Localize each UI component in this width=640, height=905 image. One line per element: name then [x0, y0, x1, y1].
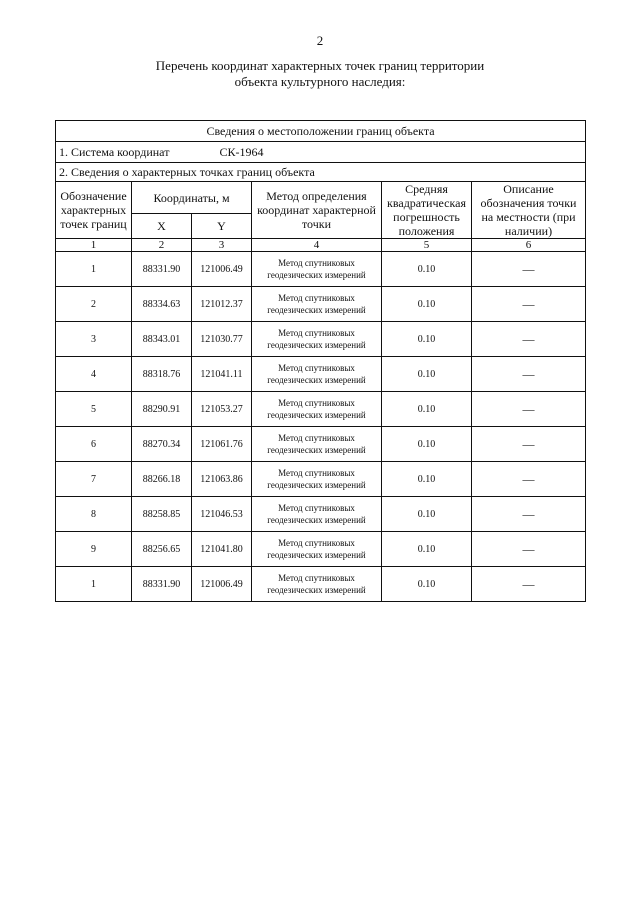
col-y-header: Y	[192, 214, 252, 239]
column-number: 1	[56, 239, 132, 252]
method-cell: Метод спутниковых геодезических измерений	[252, 497, 382, 532]
y-cell: 121053.27	[192, 392, 252, 427]
title-line-1: Перечень координат характерных точек границ территории	[155, 58, 485, 73]
point-cell: 4	[56, 357, 132, 392]
table-row	[56, 392, 586, 427]
error-cell: 0.10	[382, 392, 472, 427]
coord-system-value: СК-1964	[219, 144, 264, 159]
column-number: 3	[192, 239, 252, 252]
y-cell: 121041.11	[192, 357, 252, 392]
description-cell: —	[472, 497, 586, 532]
document-title	[0, 58, 640, 90]
y-cell: 121041.80	[192, 532, 252, 567]
point-cell: 5	[56, 392, 132, 427]
error-cell: 0.10	[382, 462, 472, 497]
method-cell: Метод спутниковых геодезических измерений	[252, 287, 382, 322]
y-cell: 121046.53	[192, 497, 252, 532]
col-x-header: X	[132, 214, 192, 239]
title-line-2: объекта культурного наследия:	[234, 74, 406, 89]
error-cell: 0.10	[382, 427, 472, 462]
description-cell: —	[472, 322, 586, 357]
table-row	[56, 497, 586, 532]
point-cell: 9	[56, 532, 132, 567]
point-cell: 1	[56, 567, 132, 602]
x-cell: 88270.34	[132, 427, 192, 462]
col-coordinates-header: Координаты, м	[132, 182, 252, 214]
y-cell: 121006.49	[192, 567, 252, 602]
col-designation-header: Обозначение характерных точек границ	[56, 182, 132, 239]
table-row	[56, 322, 586, 357]
column-number: 5	[382, 239, 472, 252]
method-cell: Метод спутниковых геодезических измерений	[252, 252, 382, 287]
table-row	[56, 567, 586, 602]
description-cell: —	[472, 287, 586, 322]
y-cell: 121061.76	[192, 427, 252, 462]
table-row	[56, 462, 586, 497]
description-cell: —	[472, 357, 586, 392]
method-cell: Метод спутниковых геодезических измерений	[252, 427, 382, 462]
x-cell: 88343.01	[132, 322, 192, 357]
table-row	[56, 252, 586, 287]
method-cell: Метод спутниковых геодезических измерений	[252, 392, 382, 427]
description-cell: —	[472, 532, 586, 567]
description-cell: —	[472, 567, 586, 602]
x-cell: 88258.85	[132, 497, 192, 532]
error-cell: 0.10	[382, 322, 472, 357]
coordinates-table	[55, 120, 586, 602]
x-cell: 88334.63	[132, 287, 192, 322]
error-cell: 0.10	[382, 287, 472, 322]
y-cell: 121012.37	[192, 287, 252, 322]
x-cell: 88331.90	[132, 567, 192, 602]
x-cell: 88290.91	[132, 392, 192, 427]
error-cell: 0.10	[382, 252, 472, 287]
point-cell: 1	[56, 252, 132, 287]
x-cell: 88256.65	[132, 532, 192, 567]
method-cell: Метод спутниковых геодезических измерений	[252, 532, 382, 567]
page-number: 2	[316, 33, 324, 48]
description-cell: —	[472, 427, 586, 462]
description-cell: —	[472, 462, 586, 497]
method-cell: Метод спутниковых геодезических измерений	[252, 357, 382, 392]
point-cell: 6	[56, 427, 132, 462]
column-number: 2	[132, 239, 192, 252]
x-cell: 88318.76	[132, 357, 192, 392]
coord-system-label: 1. Система координат	[59, 144, 170, 159]
col-description-header: Описание обозначения точки на местности (при наличии)	[472, 182, 586, 239]
method-cell: Метод спутниковых геодезических измерений	[252, 462, 382, 497]
column-number: 6	[472, 239, 586, 252]
col-method-header: Метод определения координат характерной точки	[252, 182, 382, 239]
table-row	[56, 287, 586, 322]
error-cell: 0.10	[382, 532, 472, 567]
section-header: Сведения о местоположении границ объекта	[56, 121, 586, 142]
table-row	[56, 532, 586, 567]
col-error-header: Средняя квадратическая погрешность положения	[382, 182, 472, 239]
coord-system-row	[56, 142, 586, 163]
error-cell: 0.10	[382, 497, 472, 532]
x-cell: 88331.90	[132, 252, 192, 287]
method-cell: Метод спутниковых геодезических измерений	[252, 567, 382, 602]
column-numbers-row	[56, 239, 586, 252]
y-cell: 121006.49	[192, 252, 252, 287]
y-cell: 121030.77	[192, 322, 252, 357]
error-cell: 0.10	[382, 567, 472, 602]
table-row	[56, 427, 586, 462]
point-cell: 3	[56, 322, 132, 357]
description-cell: —	[472, 392, 586, 427]
table-row	[56, 357, 586, 392]
point-cell: 2	[56, 287, 132, 322]
column-number: 4	[252, 239, 382, 252]
x-cell: 88266.18	[132, 462, 192, 497]
description-cell: —	[472, 252, 586, 287]
point-cell: 8	[56, 497, 132, 532]
points-header: 2. Сведения о характерных точках границ объекта	[56, 163, 586, 182]
method-cell: Метод спутниковых геодезических измерений	[252, 322, 382, 357]
y-cell: 121063.86	[192, 462, 252, 497]
error-cell: 0.10	[382, 357, 472, 392]
point-cell: 7	[56, 462, 132, 497]
